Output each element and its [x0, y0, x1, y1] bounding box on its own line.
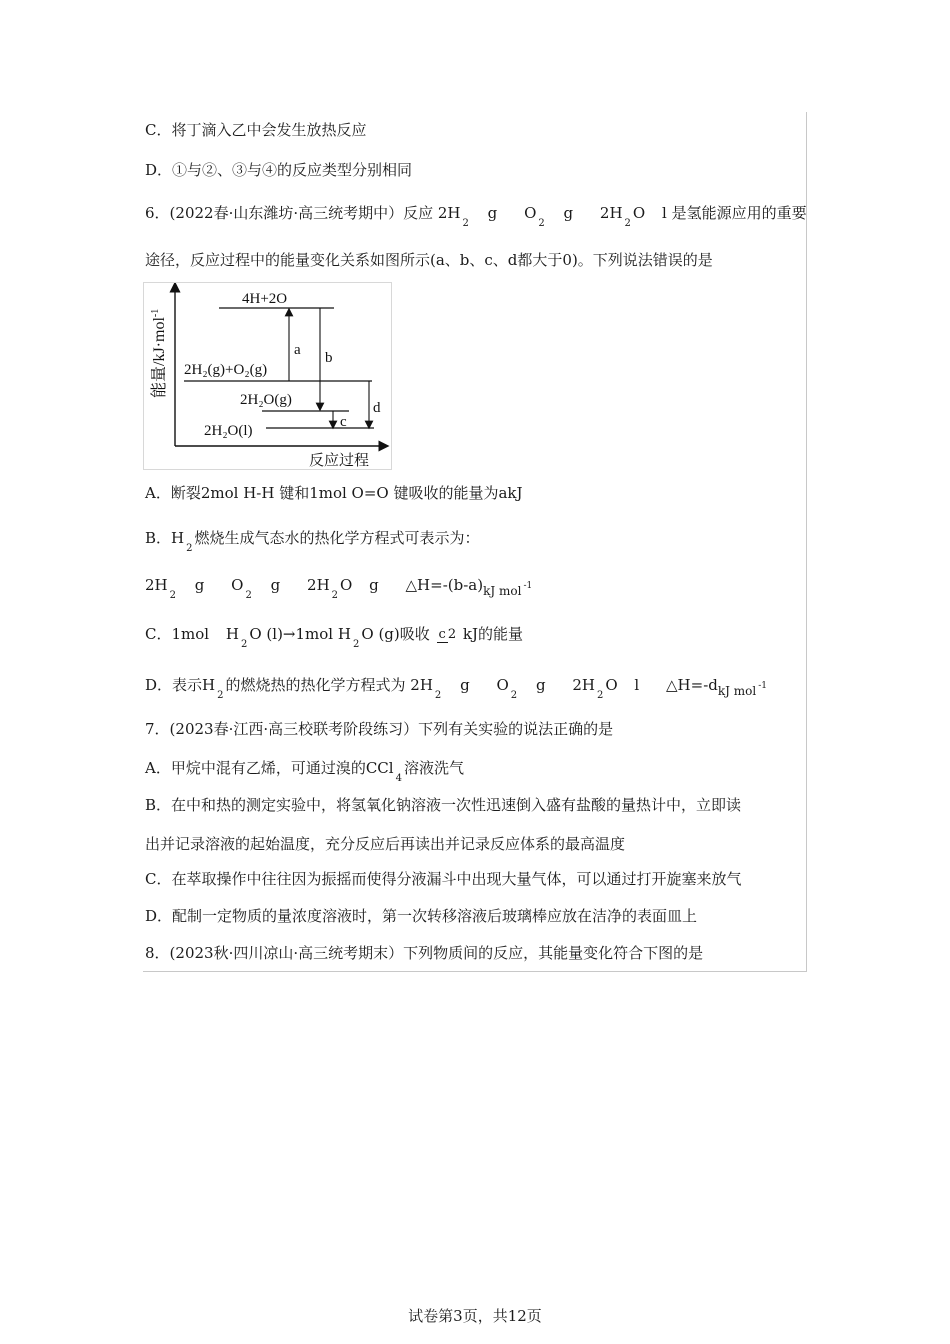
option-text: kJ的能量	[462, 625, 523, 643]
option-c-q7: C．在萃取操作中往往因为振摇而使得分液漏斗中出现大量气体，可以通过打开旋塞来放气	[145, 870, 742, 888]
option-b-equation	[145, 575, 533, 601]
energy-diagram-svg	[144, 283, 391, 469]
unit-exp: -1	[758, 681, 767, 691]
option-b-q7-line2: 出并记录溶液的起始温度，充分反应后再读出并记录反应体系的最高温度	[145, 835, 626, 853]
option-c-q6	[145, 624, 523, 650]
formula-g: g	[460, 676, 470, 694]
sub: 2	[538, 218, 545, 229]
formula-o2: O	[496, 676, 509, 694]
formula-o: O	[361, 625, 374, 643]
level-water-liquid-label: 2H₂O(l)	[204, 423, 253, 439]
enthalpy-b: △H=-(b-a)	[405, 576, 484, 594]
page-frame-bottom	[143, 971, 807, 972]
formula-g: g	[270, 576, 281, 594]
formula-o: O	[249, 625, 262, 643]
formula-o: O	[605, 676, 618, 694]
sub: 2	[510, 690, 518, 701]
option-text: 燃烧生成气态水的热化学方程式可表示为：	[194, 529, 480, 547]
formula-g: g	[369, 576, 379, 594]
sub: 2	[240, 639, 248, 650]
option-text: 溶液洗气	[403, 759, 464, 777]
option-a-q7	[145, 758, 464, 784]
energy-diagram	[143, 282, 392, 470]
formula-h2o: 2H	[307, 576, 330, 594]
sub: 2	[352, 639, 360, 650]
y-axis-label: 能量/kJ·mol$^{-1}$	[150, 308, 168, 398]
formula-h2o: 2H	[599, 204, 623, 222]
sub: 4	[395, 773, 402, 784]
formula-h: H	[202, 676, 216, 694]
option-a-q6: A．断裂2mol H-H 键和1mol O=O 键吸收的能量为akJ	[145, 484, 523, 502]
sub: 2	[217, 690, 224, 701]
enthalpy-d: △H=-d	[666, 676, 718, 694]
formula-l: l	[662, 204, 667, 222]
formula-h2: 2H	[437, 204, 461, 222]
formula-h: H	[337, 625, 351, 643]
formula-h2: 2H	[145, 576, 168, 594]
option-d-q5: D．①与②、③与④的反应类型分别相同	[145, 161, 413, 179]
page-frame-right	[806, 112, 807, 972]
sub: 2	[596, 690, 604, 701]
level-top-label: 4H+2O	[242, 291, 288, 307]
x-axis-label: 反应过程	[309, 453, 370, 469]
level-water-gas-label: 2H₂O(g)	[240, 392, 292, 408]
sub: 2	[169, 590, 176, 601]
formula-g: g	[563, 204, 574, 222]
formula-o2: O	[231, 576, 244, 594]
level-reactant-label: 2H₂(g)+O₂(g)	[184, 362, 268, 378]
option-text: 的燃烧热的热化学方程式为	[225, 676, 406, 694]
q6-suffix: 是氢能源应用的重要	[671, 204, 807, 222]
formula-h: H	[171, 529, 185, 547]
formula-o: O	[632, 204, 646, 222]
arrow-d-label: d	[373, 400, 381, 416]
formula-g: g	[535, 676, 546, 694]
option-b-q6	[145, 528, 480, 554]
option-text: (l)→1mol	[266, 625, 334, 643]
unit: kJ mol	[717, 684, 757, 698]
page-footer: 试卷第3页，共12页	[408, 1307, 542, 1325]
sub: 2	[462, 218, 469, 229]
formula-h2: 2H	[410, 676, 433, 694]
question-8-stem: 8．(2023秋·四川凉山·高三统考期末）下列物质间的反应，其能量变化符合下图的是	[145, 944, 704, 962]
sub: 2	[245, 590, 252, 601]
arrow-c-label: c	[340, 414, 347, 430]
option-b-q7-line1: B．在中和热的测定实验中，将氢氧化钠溶液一次性迅速倒入盛有盐酸的量热计中，立即读	[145, 796, 742, 814]
unit-exp: -1	[523, 581, 533, 591]
option-text: A．甲烷中混有乙烯，可通过溴的CCl	[145, 759, 394, 777]
sub: 2	[186, 543, 193, 554]
formula-o2: O	[524, 204, 537, 222]
sub: 2	[434, 690, 442, 701]
arrow-b-label: b	[325, 350, 333, 366]
arrow-a-label: a	[294, 342, 301, 358]
option-c-q5: C．将丁滴入乙中会发生放热反应	[145, 121, 367, 139]
formula-g: g	[194, 576, 205, 594]
sub: 2	[331, 590, 339, 601]
formula-h: H	[225, 625, 239, 643]
formula-o: O	[340, 576, 353, 594]
option-label: C．1mol	[145, 625, 210, 643]
formula-g: g	[487, 204, 498, 222]
option-label: D．表示	[145, 676, 203, 694]
option-d-q7: D．配制一定物质的量浓度溶液时，第一次转移溶液后玻璃棒应放在洁净的表面皿上	[145, 907, 698, 925]
q6-prefix: 6．(2022春·山东潍坊·高三统考期中）反应	[145, 204, 434, 222]
sub: 2	[624, 218, 631, 229]
question-6-line2: 途径，反应过程中的能量变化关系如图所示(a、b、c、d都大于0)。下列说法错误的是	[145, 251, 713, 269]
option-label: B．	[145, 529, 172, 547]
formula-l: l	[634, 676, 640, 694]
formula-h2o: 2H	[572, 676, 595, 694]
fraction-c-over-2: c 2	[438, 626, 457, 642]
question-6-stem	[145, 203, 807, 229]
option-text: (g)吸收	[378, 625, 430, 643]
option-d-q6	[145, 675, 767, 701]
question-7-stem: 7．(2023春·江西·高三校联考阶段练习）下列有关实验的说法正确的是	[145, 720, 614, 738]
unit: kJ mol	[483, 584, 522, 598]
